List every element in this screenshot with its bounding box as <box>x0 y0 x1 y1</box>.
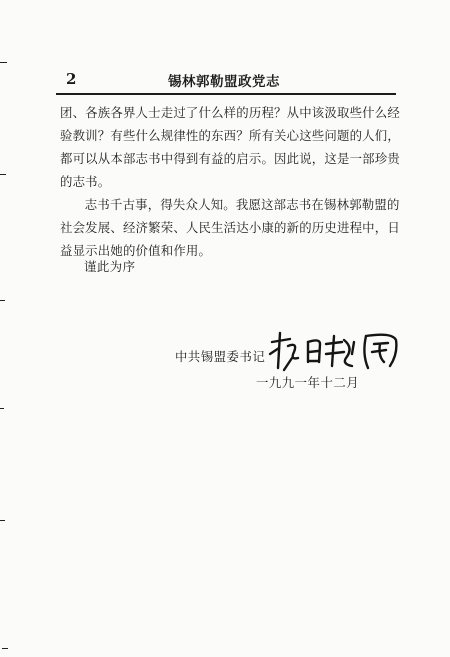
signer-role: 中共锡盟委书记 <box>175 349 266 364</box>
closing-phrase: 谨此为序 <box>84 259 136 274</box>
header-rule <box>56 93 396 95</box>
page-number: 2 <box>66 70 77 88</box>
scan-edge-mark <box>2 648 8 649</box>
paragraph-continuation: 团、各族各界人士走过了什么样的历程？从中该汲取些什么经验教训？有些什么规律性的东西？所有关心这些问题的人们，都可以从本部志书中得到有益的启示。因此说，这是一部珍贵的志书。 <box>60 105 400 189</box>
scan-edge-mark <box>0 62 7 63</box>
scan-edge-mark <box>0 174 6 175</box>
signature-date: 一九九一年十二月 <box>256 375 360 390</box>
scan-edge-mark <box>0 300 5 301</box>
scan-edge-mark <box>0 408 4 409</box>
handwritten-signature <box>262 328 412 374</box>
paragraph-wish: 志书千古事，得失众人知。我愿这部志书在锡林郭勒盟的社会发展、经济繁荣、人民生活达小康的新的历史进程中，日益显示出她的价值和作用。 <box>60 197 400 258</box>
body-text <box>60 101 400 262</box>
running-title: 锡林郭勒盟政党志 <box>168 74 280 90</box>
scan-edge-mark <box>0 520 5 521</box>
